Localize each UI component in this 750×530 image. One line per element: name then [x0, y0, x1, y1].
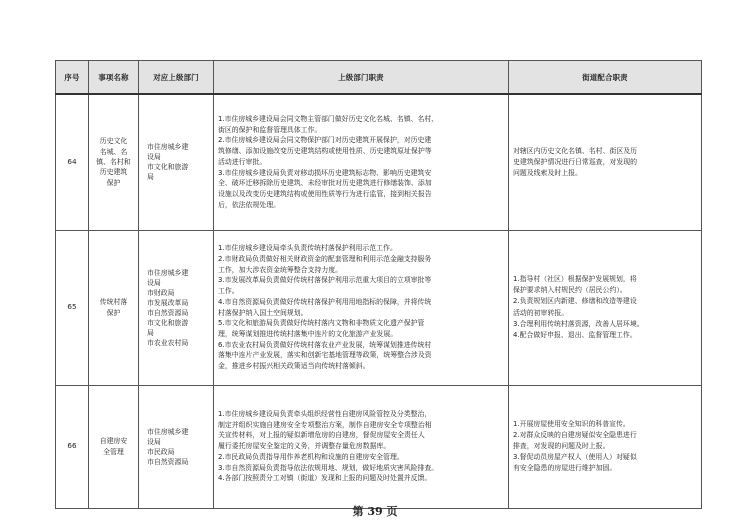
street-duty-line: 史建筑保护情况进行日常巡查，对发现的	[513, 157, 638, 166]
street-duty-line: 有安全隐患的房屋进行维护加固。	[513, 464, 617, 473]
duty-line: 3.市住房城乡建设局负责对移动损坏历史建筑标志物、影响历史建筑安	[218, 168, 432, 177]
item-name-line: 全管理	[103, 447, 124, 456]
dept-line: 市住房城乡建	[147, 143, 189, 152]
duty-line: 4.各部门按照责分工对镇（街道）发现和上报的问题及时处置并反馈。	[218, 474, 432, 483]
duty-line: 2.市住房城乡建设局会同文物保护部门对历史建筑开展保护，对历史建	[218, 136, 432, 145]
dept-line: 市自然资源局	[147, 308, 189, 317]
dept-line: 市农业农村局	[147, 338, 189, 347]
dept-line: 市住房城乡建	[147, 268, 189, 277]
superior-dept-cell	[139, 230, 214, 385]
item-name-line: 传统村落	[99, 298, 128, 307]
item-name-cell	[89, 94, 139, 230]
superior-duties-cell	[214, 230, 509, 385]
dept-line: 市自然资源局	[147, 457, 189, 466]
dept-line: 市财政局	[147, 288, 175, 297]
responsibility-table	[55, 60, 702, 509]
duty-line: 3.市自然资源局负责指导依法依规用地、规划，做好地质灾害风险排查。	[218, 463, 439, 472]
superior-duties-cell	[214, 385, 509, 508]
duty-line: 关宣传材料，对上报的疑似新增危房的自建房，督促房屋安全责任人	[218, 431, 425, 440]
duty-line: 村落保护纳入国土空间规划。	[218, 308, 308, 317]
duty-line: 3.市发展改革局负责做好传统村落保护利用示范重大项目的立项审批等	[218, 276, 432, 285]
duty-line: 2.市财政局负责做好相关财政资金的配套管理和利用示范金融支持服务	[218, 254, 432, 263]
duty-line: 1.市住房城乡建设局牵头负责传统村落保护利用示范工作。	[218, 244, 397, 253]
dept-line: 市住房城乡建	[147, 427, 189, 436]
item-name-line: 镇、名村和	[96, 158, 131, 166]
street-duty-line: 3.合理利用传统村落资源，改善人居环境。	[513, 319, 644, 328]
item-name-line: 历史建筑	[99, 168, 128, 177]
table-row	[56, 385, 702, 508]
duty-line: 全、破坏迁移拆除历史建筑、未经审批对历史建筑进行修缮装饰、添加	[218, 179, 432, 188]
duty-line: 4.市自然资源局负责做好传统村落保护利用用地指标的保障，并将传统	[218, 297, 432, 306]
street-duty-line: 对辖区内历史文化名镇、名村、街区及历	[513, 146, 638, 155]
superior-dept-cell	[139, 385, 214, 508]
duty-line: 设施以及改变历史建筑结构或使用性质等行为进行监管，接到相关报告	[218, 190, 432, 198]
duty-line: 理，统筹谋划推进传统村落集中连片的文化旅游产业发展。	[218, 329, 398, 338]
header-no: 序号	[56, 61, 89, 95]
street-duty-line: 1.指导村（社区）根据保护发展规划，将	[513, 275, 637, 284]
item-name-cell	[89, 230, 139, 385]
row-number-cell: 65	[56, 230, 89, 385]
street-duty-line: 3.督促动员房屋产权人（使用人）对疑似	[513, 453, 637, 462]
item-name-line: 保护	[106, 308, 121, 317]
street-duty-line: 1.开展房屋使用安全知识的科普宣传。	[513, 419, 630, 428]
dept-line: 市民政局	[147, 447, 175, 456]
street-duty-line: 排查，对发现的问题及时上报。	[513, 441, 610, 450]
street-duties-cell	[509, 94, 702, 230]
header-superior-duties: 上级部门职责	[214, 61, 509, 95]
header-superior-dept: 对应上级部门	[139, 61, 214, 95]
dept-line: 局	[147, 173, 154, 182]
duty-line: 工作。	[218, 287, 239, 296]
item-name-line: 保护	[106, 178, 121, 187]
dept-line: 市文化和旅游	[147, 318, 189, 327]
row-number-cell: 66	[56, 385, 89, 508]
street-duty-line: 活动的初审转报。	[513, 308, 569, 317]
table-row	[56, 230, 702, 385]
duty-line: 6.市农业农村局负责做好传统村落农业产业发展，统筹谋划推进传统村	[218, 340, 432, 349]
street-duty-line: 2.对群众反映的自建房疑似安全隐患进行	[513, 430, 637, 439]
row-number-cell: 64	[56, 94, 89, 230]
dept-line: 设局	[147, 153, 161, 162]
page-number: 第 39 页	[352, 505, 398, 518]
duty-line: 筑修缮、添加设施改变历史建筑结构或使用性质、历史建筑原址保护等	[218, 147, 432, 156]
street-duty-line: 4.配合做好申报、退出、监督管理工作。	[513, 330, 637, 339]
duty-line: 落集中连片产业发展，落实和创新宅基地管理等政策，统筹整合涉及资	[218, 351, 432, 360]
street-duties-cell	[509, 385, 702, 508]
dept-line: 设局	[147, 278, 161, 287]
dept-line: 局	[147, 328, 154, 337]
duty-line: 1.市住房城乡建设局会同文物主管部门做好历史文化名城、名镇、名村、	[218, 115, 439, 124]
duty-line: 5.市文化和旅游局负责做好传统村落内文物和非物质文化遗产保护管	[218, 319, 425, 328]
table-row	[56, 94, 702, 230]
duty-line: 街区的保护和监督管理具体工作。	[218, 125, 322, 134]
duty-line: 制定并组织实施自建房安全专项整治方案，制作自建房安全专项整治相	[218, 420, 432, 429]
duty-line: 活动进行审批。	[218, 157, 267, 166]
duty-line: 工作，加大涉农资金统筹整合支持力度。	[218, 265, 343, 274]
responsibility-table-container	[55, 60, 701, 509]
street-duty-line: 保护要求纳入村规民约（居民公约）。	[513, 286, 627, 295]
duty-line: 金，推进乡村振兴相关政策适当向传统村落倾斜。	[218, 362, 370, 371]
item-name-line: 自建房安	[99, 437, 128, 446]
dept-line: 市文化和旅游	[147, 163, 189, 172]
duty-line: 2.市民政局负责指导用作养老机构和设施的自建房安全管理。	[218, 452, 404, 461]
item-name-cell	[89, 385, 139, 508]
dept-line: 市发展改革局	[147, 298, 189, 307]
street-duties-cell	[509, 230, 702, 385]
superior-duties-cell	[214, 94, 509, 230]
duty-line: 后，依法依规处理。	[218, 200, 281, 209]
dept-line: 设局	[147, 437, 161, 446]
duty-line: 1.市住房城乡建设局负责牵头组织经营性自建房风险管控及分类整治，	[218, 410, 432, 419]
item-name-line: 历史文化	[99, 137, 128, 146]
item-name-line: 名城、名	[99, 147, 128, 156]
header-street-duties: 街道配合职责	[509, 61, 702, 95]
table-header-row	[56, 61, 702, 95]
street-duty-line: 2.负责规划区内新建、修缮和改造等建设	[513, 297, 637, 306]
duty-line: 履行委托房屋安全鉴定的义务，并调整存量危房数据库。	[218, 442, 391, 451]
superior-dept-cell	[139, 94, 214, 230]
header-item-name: 事项名称	[89, 61, 139, 95]
street-duty-line: 问题及线索及时上报。	[513, 168, 582, 177]
